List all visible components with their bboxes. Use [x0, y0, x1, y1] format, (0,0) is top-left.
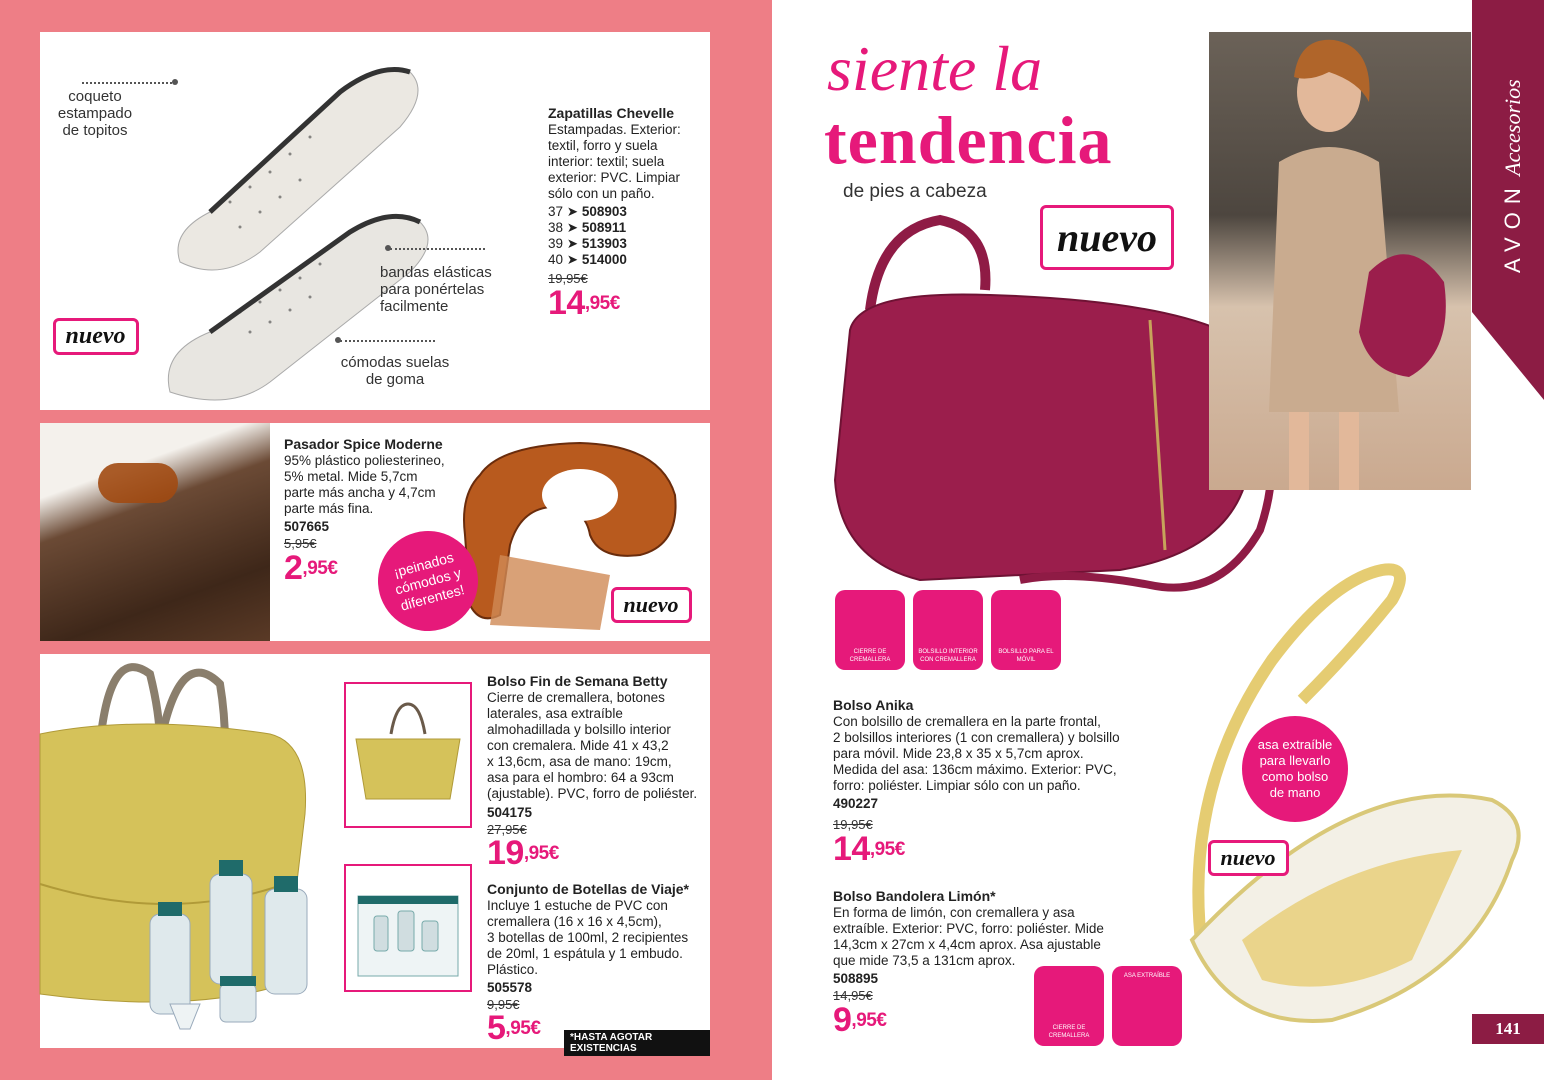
leader-line — [82, 82, 172, 84]
model-photo — [1209, 32, 1471, 490]
product-code: 507665 — [284, 519, 330, 534]
headline-line2: tendencia — [824, 102, 1113, 178]
hair-photo — [40, 423, 270, 641]
brand-name: AVON — [1500, 180, 1525, 273]
headline-sub: de pies a cabeza — [843, 181, 987, 202]
detachable-strap-icon: ASA EXTRAÍBLE — [1112, 966, 1182, 1046]
nuevo-badge: nuevo — [606, 581, 696, 629]
product-desc: Cierre de cremallera, botones laterales, asa extraíble almohadillada y bolsillo interior con cremalera. Mide 41 x 43,2 x 13,6cm, asa de mano: 19cm, asa para el hombro: 64 a 93cm (ajustable). PVC, forro de poliéster. — [487, 690, 698, 801]
right-page — [772, 0, 1544, 1080]
product-desc: Incluye 1 estuche de PVC con cremallera (16 x 16 x 4,5cm), 3 botellas de 100ml, 2 recipientes de 20ml, 1 espátula y 1 embudo. Plástico. — [487, 898, 689, 977]
product-desc: 95% plástico poliesterineo, 5% metal. Mide 5,7cm parte más ancha y 4,7cm parte más fina. — [284, 453, 445, 516]
product-title: Pasador Spice Moderne — [284, 436, 443, 452]
callout-bubble: ¡peinados cómodos y diferentes! — [367, 520, 489, 642]
zipper-icon: CIERRE DE CREMALLERA — [1034, 966, 1104, 1046]
old-price: 14,95€ — [833, 988, 873, 1003]
betty-thumbnail-image — [346, 684, 470, 826]
bags-panel — [40, 654, 710, 1054]
lemon-bag-image — [1152, 540, 1542, 1060]
old-price: 27,95€ — [487, 822, 527, 837]
price: $14^{,95€}$ — [833, 830, 905, 868]
leader-dot — [385, 245, 391, 251]
product-title: Zapatillas Chevelle — [548, 105, 675, 121]
product-desc: En forma de limón, con cremallera y asa extraíble. Exterior: PVC, forro: poliéster. Mide 14,3cm x 27cm x 4,4cm aprox. Asa ajustable que mide 73,5 a 131cm aprox. — [833, 905, 1104, 968]
price: $2^{,95€}$ — [284, 549, 338, 587]
size-row: 38 ➤ 508911 — [548, 220, 627, 235]
old-price: 5,95€ — [284, 536, 317, 551]
brand-text — [1500, 79, 1526, 273]
bottles-thumbnail — [344, 864, 472, 992]
leader-line — [340, 340, 435, 342]
brand-section: Accesorios — [1500, 79, 1525, 176]
model-illustration — [1209, 32, 1471, 490]
product-code: 505578 — [487, 980, 533, 995]
hair-clip-small — [98, 463, 178, 503]
stock-note: *HASTA AGOTAR EXISTENCIAS — [564, 1030, 710, 1056]
product-code: 490227 — [833, 796, 879, 811]
old-price: 19,95€ — [833, 817, 873, 832]
price: $9^{,95€}$ — [833, 1001, 887, 1039]
shoes-panel — [40, 32, 710, 410]
callout-bubble: asa extraíble para llevarlo como bolso de mano — [1242, 716, 1348, 822]
callout-sole: cómodas suelas de goma — [340, 354, 450, 388]
betty-thumbnail — [344, 682, 472, 828]
size-row: 40 ➤ 514000 — [548, 252, 627, 267]
size-list — [548, 204, 627, 268]
bottles-thumbnail-image — [346, 866, 470, 990]
product-code: 504175 — [487, 805, 533, 820]
nuevo-badge: nuevo — [1204, 828, 1292, 888]
bottles-image — [130, 854, 340, 1044]
old-price: 9,95€ — [487, 997, 520, 1012]
nuevo-badge: nuevo — [48, 308, 143, 364]
callout-elastic: bandas elásticas para ponértelas facilmente — [380, 264, 492, 315]
callout-pattern: coqueto estampado de topitos — [57, 88, 133, 139]
phone-pocket-icon: BOLSILLO PARA EL MÓVIL — [991, 590, 1061, 670]
price: $5^{,95€}$ — [487, 1009, 541, 1047]
product-desc: Con bolsillo de cremallera en la parte frontal, 2 bolsillos interiores (1 con cremallera) y bolsillo para móvil. Mide 23,8 x 35 x 5,7cm aprox. Medida del asa: 136cm máximo. Exterior: PVC, forro: poliéster. Limpiar sólo con un paño. — [833, 714, 1120, 793]
old-price: 19,95€ — [548, 271, 588, 286]
zipper-icon: CIERRE DE CREMALLERA — [835, 590, 905, 670]
inner-pocket-icon: BOLSILLO INTERIOR CON CREMALLERA — [913, 590, 983, 670]
page-number: 141 — [1472, 1014, 1544, 1044]
clip-panel — [40, 423, 710, 641]
size-row: 39 ➤ 513903 — [548, 236, 627, 251]
price: $14^{,95€}$ — [548, 284, 620, 322]
leader-line — [390, 248, 485, 250]
product-desc: Estampadas. Exterior: textil, forro y suela interior: textil; suela exterior: PVC. Limpiar sólo con un paño. — [548, 122, 681, 201]
product-title: Bolso Fin de Semana Betty — [487, 673, 668, 689]
nuevo-badge: nuevo — [1027, 182, 1187, 292]
headline-line1: siente la — [827, 33, 1043, 104]
leader-dot — [172, 79, 178, 85]
product-title: Bolso Anika — [833, 697, 914, 713]
size-row: 37 ➤ 508903 — [548, 204, 627, 219]
price: $19^{,95€}$ — [487, 834, 559, 872]
product-code: 508895 — [833, 971, 879, 986]
leader-dot — [335, 337, 341, 343]
product-title: Bolso Bandolera Limón* — [833, 888, 996, 904]
product-title: Conjunto de Botellas de Viaje* — [487, 881, 690, 897]
